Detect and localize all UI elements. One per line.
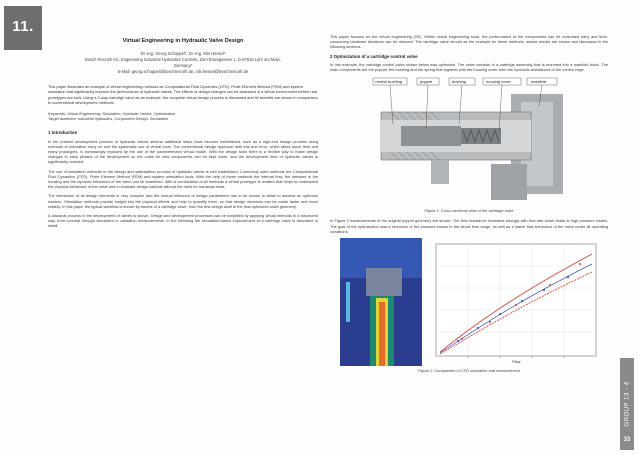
poppet bbox=[401, 126, 461, 146]
valve-cross-section-diagram bbox=[371, 76, 567, 206]
text-line: assembly that is mounted into a manifold block. The main components are the poppet, the bushing and the bbox=[330, 61, 608, 73]
text-line: with flow rate which leads to high pressure losses. The goal of the optimization was a reduction of the bbox=[330, 218, 608, 229]
text-line: changes in early phases of the development so the costs for new components can be kept lower, and the bbox=[48, 154, 245, 160]
text-line: high-end design process using methods of simulation early on and the systematic use of virtual tools. The bbox=[48, 138, 318, 149]
chapter-badge bbox=[4, 6, 42, 50]
chapter-number: 11. bbox=[12, 18, 34, 35]
author-names: Dr.-Ing. Georg Schoppel*, Dr.-Ing. Nils Hessel* bbox=[140, 51, 226, 56]
cfd-color-legend bbox=[346, 282, 350, 322]
text-line: behaviour of the valve can be examined. With a combination of all methods a virtual prototype is created that helps bbox=[92, 178, 293, 184]
paragraph bbox=[48, 169, 318, 190]
left-column bbox=[48, 30, 318, 233]
figure-1-cartridge-valve bbox=[371, 76, 567, 206]
text-line: In this example, the cartridge control valve shown below was optimized. The valve consists of a cartridge bbox=[330, 61, 515, 67]
paragraph bbox=[48, 193, 318, 209]
abstract-line: valves. The effects of design changes can be assessed in a virtual environment before real prototypes are built. bbox=[48, 89, 317, 100]
figure-2-graphic bbox=[340, 238, 600, 366]
abstract-line: Finite Element Method (FEM) and system simulation that significantly improve the performance of hydraulic bbox=[48, 84, 303, 95]
text-line: development time of hydraulic valves is significantly reduced. bbox=[48, 154, 318, 165]
right-column bbox=[330, 34, 608, 378]
text-line: pressure losses in the whole flow range, as well as a stable flow behaviour of the valve under all bbox=[420, 223, 591, 229]
text-line: The use of simulation methods in the design and optimization process of hydraulic valves is well established. bbox=[48, 168, 239, 174]
keywords-block bbox=[48, 111, 318, 121]
author-email: E-Mail: georg.schoppel@boschrexroth.de, nils.hessel@boschrexroth.de bbox=[117, 68, 249, 74]
paragraph bbox=[48, 213, 318, 229]
plot-frame bbox=[436, 244, 596, 356]
paragraph bbox=[330, 218, 608, 234]
figure-1-caption: Figure 1: Cross-sectional view of the cartridge valve bbox=[424, 208, 514, 214]
cfd-jet-peak bbox=[379, 302, 385, 366]
target-audience: Target audience: Industrial hydraulics, Component Design, Simulation bbox=[48, 116, 169, 122]
text-line: replaced by the use of the parameterized virtual model. With the design tools there is a flexible way to make design bbox=[107, 148, 318, 154]
affiliation-line-2: Germany* bbox=[173, 62, 193, 68]
abstract-line: This paper illustrates an example of virtual engineering methods as Computational Fluid Dynamics (CFD), bbox=[48, 84, 231, 90]
paragraph bbox=[330, 62, 608, 72]
abstract-line: Using a 2-way cartridge valve as an example, the complete virtual design process is discussed and its bbox=[83, 94, 259, 100]
side-tab-label: GROUP 13 - 4 bbox=[624, 381, 630, 427]
text-line: serves as the example for these methods, whose results are shown and discussed in the following sections. bbox=[330, 39, 608, 50]
text-line: by applying virtual methods in a structured way, from concept through simulation to validation measurements. bbox=[48, 212, 318, 224]
text-line: components can be evaluated early and time-consuming hardware iterations can be reduced. The cartridge valve bbox=[330, 34, 608, 45]
text-line: The interaction of all design elements is very complex and the mutual influence of design parameters has to be bbox=[48, 193, 248, 199]
text-line: operating conditions. bbox=[330, 223, 608, 234]
text-line: In the following the simulation-based improvement of a cartridge valve is described in detail. bbox=[48, 218, 318, 229]
text-line: In the present development process of hydraulic valves several additional steps have become established, such as a bbox=[48, 138, 262, 144]
abstract bbox=[48, 84, 318, 105]
flow-channel bbox=[431, 160, 449, 184]
paragraph bbox=[330, 34, 608, 50]
paper-title: Virtual Engineering in Hydraulic Valve Design bbox=[122, 38, 244, 44]
text-line: known in detail to achieve an optimum solution. Simulation methods provide insight into the physical effects and bbox=[48, 193, 318, 204]
text-line: conventional design approach with trial and error, which takes much time and many prototypes, is increasingly bbox=[48, 143, 318, 154]
plot-ticks bbox=[468, 356, 564, 358]
text-line: simulation tools. With the help of these methods the internal flow, the stresses in the housing and the dynamic bbox=[48, 173, 318, 184]
pipe-elbow bbox=[491, 164, 527, 200]
figure-2-cfd-comparison bbox=[340, 238, 600, 366]
text-line: to understand the physical behaviour of the valve and to evaluate design variants without the need for hardware tests. bbox=[48, 178, 318, 190]
paragraph bbox=[48, 139, 318, 165]
label-control-bushing: control bushing bbox=[375, 78, 403, 84]
label-bushing: bushing bbox=[452, 78, 467, 84]
section-heading-introduction: 1 Introduction bbox=[48, 130, 78, 136]
text-line: spring that together with the housing cover form the hydraulic resistances of the control edge. bbox=[424, 67, 585, 73]
cfd-valve-body bbox=[366, 268, 402, 296]
abstract-line: benefits are shown in comparison to conventional development methods. bbox=[48, 94, 318, 105]
text-line: A classical process in the development of valves is shown. Design and development processes can be simplified bbox=[48, 212, 244, 218]
figure-2-caption: Figure 2: Comparison of CFD simulation and measurement bbox=[418, 368, 520, 374]
plot-x-axis-label: Flow bbox=[512, 359, 521, 365]
affiliation-line-1: Bosch Rexroth AG, Engineering Industrial Hydraulics Controls, Zum Eisengiesser 1, D-97816 Lohr am Main, bbox=[85, 56, 281, 62]
text-line: workflow is shown by means of a cartridge valve, from the first design draft to the final optimized valve geometry. bbox=[103, 203, 297, 209]
label-housing-cover: housing cover bbox=[486, 78, 511, 84]
text-line: In Figure 2 measurements of the original poppet geometry are shown. The flow resistance increases strongly bbox=[330, 218, 520, 224]
text-line: Commonly used methods are Computational Fluid Dynamics (CFD), Finite Element Method (FEM) and system bbox=[48, 168, 318, 179]
section-heading-optimization: 2 Optimization of a cartridge control valve bbox=[330, 53, 418, 59]
label-poppet: poppet bbox=[420, 78, 433, 84]
page-number: 33 bbox=[623, 437, 631, 443]
label-manifold: manifold bbox=[531, 78, 547, 84]
text-line: This paper focuses on the virtual engineering (VE). Within virtual engineering tools, the performance of the bbox=[330, 34, 524, 39]
text-line: help to quantify them, so that design decisions can be made faster and more reliably. In this paper the typical bbox=[48, 198, 318, 209]
author-block bbox=[54, 51, 312, 74]
keywords: Keywords: Virtual Engineering, Simulation, Hydraulic Valves, Optimization bbox=[48, 110, 176, 116]
